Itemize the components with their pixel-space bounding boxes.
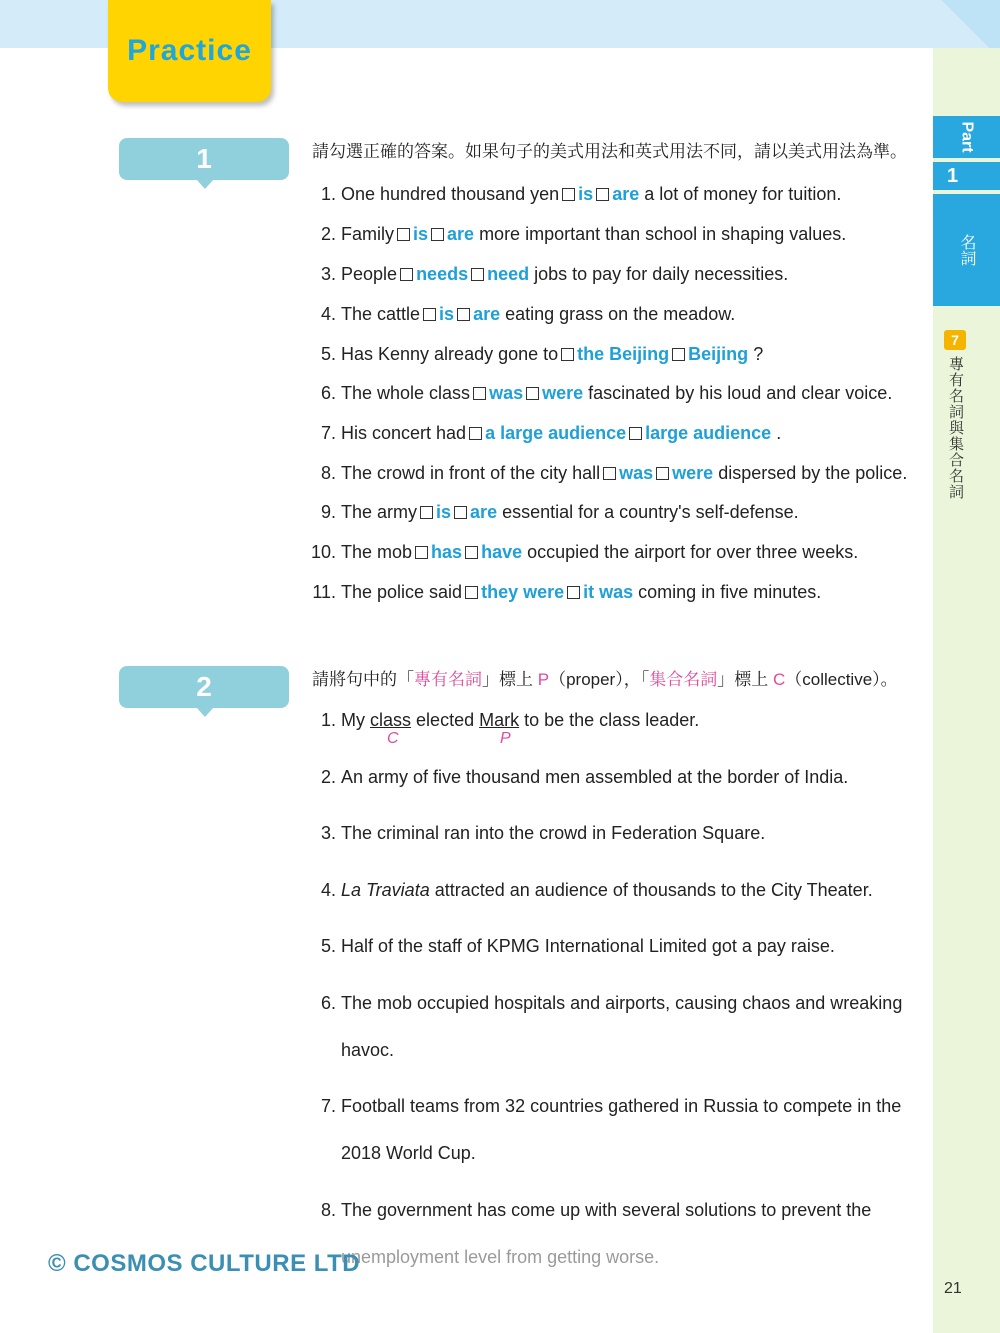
checkbox[interactable] xyxy=(471,268,484,281)
top-band-corner xyxy=(930,0,1000,48)
question-continuation: 2018 World Cup. xyxy=(341,1143,476,1163)
section-2-question: 2. An army of five thousand men assembled at the border of India. xyxy=(320,767,849,787)
checkbox[interactable] xyxy=(469,427,482,440)
section-1-question: 6. The whole class was were fascinated by his loud and clear voice. xyxy=(320,383,893,403)
sidebar-chapter-title: 專有名詞與集合名詞 xyxy=(947,356,964,500)
checkbox[interactable] xyxy=(457,308,470,321)
checkbox[interactable] xyxy=(603,467,616,480)
checkbox[interactable] xyxy=(420,506,433,519)
checkbox[interactable] xyxy=(629,427,642,440)
checkbox[interactable] xyxy=(526,387,539,400)
section-2-badge: 2 xyxy=(119,666,289,708)
question-continuation: havoc. xyxy=(341,1040,395,1060)
section-1-question: 10. The mob has have occupied the airport for over three weeks. xyxy=(310,542,859,562)
section-1-question: 3. People needs need jobs to pay for daily necessities. xyxy=(320,264,789,284)
sidebar-part-number: 1 xyxy=(933,162,1000,190)
section-1-instruction: 請勾選正確的答案。如果句子的美式用法和英式用法不同，請以美式用法為準。 xyxy=(312,142,907,161)
checkbox[interactable] xyxy=(431,228,444,241)
section-1-question: 7. His concert had a large audience large audience . xyxy=(320,423,782,443)
checkbox[interactable] xyxy=(454,506,467,519)
sidebar-unit-label: 名詞 xyxy=(933,194,1000,306)
section-1-question: 2. Family is are more important than school in shaping values. xyxy=(320,224,847,244)
checkbox[interactable] xyxy=(672,348,685,361)
sidebar-part-label: Part xyxy=(933,116,1000,158)
copyright-watermark: © COSMOS CULTURE LTD xyxy=(48,1250,361,1277)
underlined-word: Mark xyxy=(479,710,520,730)
checkbox[interactable] xyxy=(567,586,580,599)
checkbox[interactable] xyxy=(473,387,486,400)
section-1-question: 11. The police said they were it was coming in five minutes. xyxy=(312,582,822,602)
section-2-question: 5. Half of the staff of KPMG International Limited got a pay raise. xyxy=(320,936,835,956)
section-1-question: 5. Has Kenny already gone to the Beijing Beijing ? xyxy=(320,344,764,364)
section-1-question: 4. The cattle is are eating grass on the meadow. xyxy=(320,304,736,324)
underlined-word: class xyxy=(370,710,412,730)
section-2-question: 6. The mob occupied hospitals and airports, causing chaos and wreaking xyxy=(320,993,903,1013)
section-1-question: 8. The crowd in front of the city hall was were dispersed by the police. xyxy=(320,463,908,483)
section-1-badge: 1 xyxy=(119,138,289,180)
practice-tab: Practice xyxy=(108,0,271,102)
checkbox[interactable] xyxy=(397,228,410,241)
handwritten-mark: C xyxy=(387,730,399,747)
checkbox[interactable] xyxy=(415,546,428,559)
checkbox[interactable] xyxy=(656,467,669,480)
section-2-question: 8. The government has come up with several solutions to prevent the xyxy=(320,1200,872,1220)
sidebar-chapter-badge: 7 xyxy=(944,330,966,350)
section-2-instruction: 請將句中的「專有名詞」標上 P（proper），「集合名詞」標上 C（collective）。 xyxy=(312,670,898,689)
checkbox[interactable] xyxy=(561,348,574,361)
section-2-question: 4. La Traviata attracted an audience of thousands to the City Theater. xyxy=(320,880,873,900)
checkbox[interactable] xyxy=(465,546,478,559)
checkbox[interactable] xyxy=(400,268,413,281)
question-continuation: unemployment level from getting worse. xyxy=(341,1247,660,1267)
checkbox[interactable] xyxy=(596,188,609,201)
section-2-question: 7. Football teams from 32 countries gathered in Russia to compete in the xyxy=(320,1096,902,1116)
checkbox[interactable] xyxy=(562,188,575,201)
checkbox[interactable] xyxy=(423,308,436,321)
section-1-question: 9. The army is are essential for a country's self-defense. xyxy=(320,502,799,522)
section-2-example: 1. My class elected Mark to be the class leader. xyxy=(320,710,700,730)
handwritten-mark: P xyxy=(500,730,511,747)
checkbox[interactable] xyxy=(465,586,478,599)
page-number: 21 xyxy=(944,1280,962,1297)
section-1-question: 1. One hundred thousand yen is are a lot of money for tuition. xyxy=(320,184,842,204)
section-2-question: 3. The criminal ran into the crowd in Federation Square. xyxy=(320,823,766,843)
